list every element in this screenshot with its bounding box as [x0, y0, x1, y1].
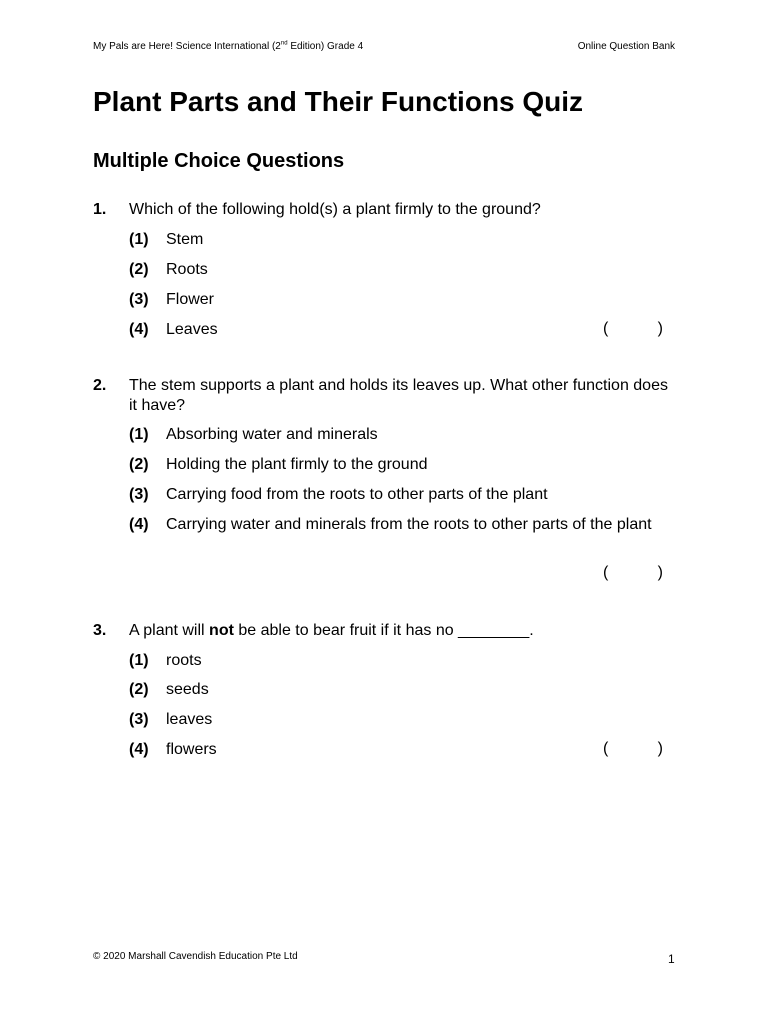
page-number: 1: [668, 952, 675, 966]
question-number: 3.: [93, 622, 107, 639]
option-number: (2): [129, 456, 149, 473]
question-number: 2.: [93, 377, 107, 394]
option-text: flowers: [166, 741, 217, 758]
option-text: Carrying food from the roots to other parts of the plant: [166, 486, 548, 503]
answer-bracket-close: ): [657, 564, 663, 581]
option-text: roots: [166, 652, 202, 669]
option-text: Leaves: [166, 321, 218, 338]
option-number: (2): [129, 261, 149, 278]
option-number: (4): [129, 516, 149, 533]
option-number: (3): [129, 291, 149, 308]
option-number: (1): [129, 652, 149, 669]
emphasis-not: not: [209, 622, 234, 639]
header-book-title: My Pals are Here! Science International (2nd Edition) Grade 4: [93, 40, 364, 52]
question-text: A plant will not be able to bear fruit if it has no ________.: [129, 622, 534, 639]
answer-bracket-open: (: [603, 740, 609, 757]
option-text: Holding the plant firmly to the ground: [166, 456, 428, 473]
answer-bracket-close: ): [657, 740, 663, 757]
answer-box[interactable]: [603, 739, 663, 759]
option-text: Stem: [166, 231, 204, 248]
answer-bracket-open: (: [603, 564, 609, 581]
option-number: (4): [129, 741, 149, 758]
question-text: Which of the following hold(s) a plant firmly to the ground?: [129, 201, 541, 218]
option-text: Roots: [166, 261, 208, 278]
section-title: Multiple Choice Questions: [93, 150, 345, 172]
option-3[interactable]: [129, 290, 693, 310]
option-number: (1): [129, 231, 149, 248]
option-text: Flower: [166, 291, 215, 308]
page-title: Plant Parts and Their Functions Quiz: [93, 86, 584, 117]
option-text: Absorbing water and minerals: [166, 426, 378, 443]
option-3[interactable]: [129, 710, 693, 730]
option-2[interactable]: [129, 260, 693, 280]
option-number: (3): [129, 486, 149, 503]
option-number: (1): [129, 426, 149, 443]
option-2[interactable]: [129, 455, 693, 475]
option-4[interactable]: [129, 515, 693, 535]
answer-bracket-close: ): [657, 320, 663, 337]
option-1[interactable]: [129, 425, 693, 445]
option-2[interactable]: [129, 680, 693, 700]
option-number: (4): [129, 321, 149, 338]
question-2: [93, 376, 693, 581]
question-number: 1.: [93, 201, 107, 218]
answer-box[interactable]: [603, 563, 663, 583]
option-3[interactable]: [129, 485, 693, 505]
answer-box[interactable]: [603, 319, 663, 339]
option-number: (2): [129, 681, 149, 698]
footer-copyright: © 2020 Marshall Cavendish Education Pte Ltd: [93, 951, 298, 962]
option-1[interactable]: [129, 230, 693, 250]
page-header: [93, 41, 675, 52]
option-text: Carrying water and minerals from the roots to other parts of the plant: [166, 516, 652, 533]
answer-bracket-open: (: [603, 320, 609, 337]
option-number: (3): [129, 711, 149, 728]
option-1[interactable]: [129, 651, 693, 671]
question-1: [93, 200, 693, 340]
question-3: [93, 621, 693, 760]
option-text: seeds: [166, 681, 209, 698]
option-text: leaves: [166, 711, 213, 728]
header-question-bank: Online Question Bank: [577, 41, 675, 52]
question-text: The stem supports a plant and holds its leaves up. What other function does it have?: [129, 377, 668, 414]
